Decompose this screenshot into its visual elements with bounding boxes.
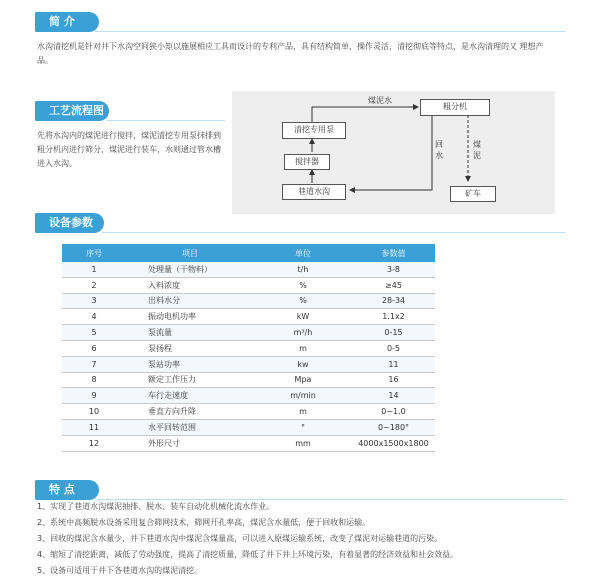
cell-item: 入料浓度: [126, 277, 254, 293]
process-divider: [107, 120, 225, 121]
cell-item: 水平回转范围: [126, 419, 254, 435]
cell-index: 10: [62, 404, 126, 420]
cell-value: 0-5: [352, 340, 435, 356]
cell-item: 处理量（干物料）: [126, 262, 254, 277]
intro-header: [35, 12, 565, 32]
cell-value: 14: [352, 388, 435, 404]
table-row: [62, 293, 435, 309]
cell-index: 4: [62, 309, 126, 325]
col-index-header: 序号: [62, 244, 126, 262]
cell-unit: kW: [254, 309, 352, 325]
cell-item: 泵扬程: [126, 340, 254, 356]
cell-item: 额定工作压力: [126, 372, 254, 388]
params-title: 设备参数: [35, 213, 104, 233]
cell-unit: m: [254, 340, 352, 356]
process-header: [35, 101, 225, 121]
cell-item: 出料水分: [126, 293, 254, 309]
cell-value: 0-15: [352, 325, 435, 341]
features-divider: [97, 499, 565, 500]
cell-unit: kw: [254, 356, 352, 372]
cell-value: 3-8: [352, 262, 435, 277]
process-title: 工艺流程图: [35, 101, 109, 121]
table-row: [62, 309, 435, 325]
cell-index: 2: [62, 277, 126, 293]
table-row: [62, 340, 435, 356]
intro-divider: [95, 31, 565, 32]
cell-unit: m³/h: [254, 325, 352, 341]
cell-index: 3: [62, 293, 126, 309]
cell-item: 外形尺寸: [126, 435, 254, 451]
separator-box: 粗分机: [420, 99, 490, 116]
cell-index: 5: [62, 325, 126, 341]
cell-unit: m: [254, 404, 352, 420]
cell-item: 车行走速度: [126, 388, 254, 404]
table-row: [62, 404, 435, 420]
cell-value: 0~1.0: [352, 404, 435, 420]
pump-box: 清挖专用泵: [282, 122, 346, 139]
cell-item: 泵流量: [126, 325, 254, 341]
cell-index: 11: [62, 419, 126, 435]
cell-value: ≥45: [352, 277, 435, 293]
intro-text: 水沟清挖机是针对井下水沟空间狭小矩以施展相应工具而设计的专利产品，具有结构简单，操作灵活，清挖彻底等特点，是水沟清理的又 理想产品。: [37, 42, 544, 65]
feature-item: 4、缩短了清挖距离，减低了劳动强度，提高了清挖质量，降低了井下井上环境污染，有着显著的经济效益和社会效益。: [37, 550, 459, 559]
table-row: [62, 356, 435, 372]
return-water-label: 回水: [435, 140, 443, 160]
channel-box: 巷道水沟: [282, 184, 346, 200]
params-header: [35, 213, 565, 233]
col-value-header: 参数值: [352, 244, 435, 262]
table-row: [62, 419, 435, 435]
flow-diagram: [232, 91, 555, 214]
cell-item: 垂直方向升降: [126, 404, 254, 420]
cell-unit: %: [254, 277, 352, 293]
cell-unit: t/h: [254, 262, 352, 277]
cell-item: 泵站功率: [126, 356, 254, 372]
slurry-water-label: 煤泥水: [368, 96, 392, 105]
table-row: [62, 277, 435, 293]
cell-unit: mm: [254, 435, 352, 451]
cell-value: 16: [352, 372, 435, 388]
cell-index: 12: [62, 435, 126, 451]
cell-index: 9: [62, 388, 126, 404]
table-row: [62, 435, 435, 451]
feature-item: 2、系统中高频脱水设备采用复合筛网技术，筛网开孔率高，煤泥含水量低，便于回收和运输。: [37, 518, 371, 527]
params-table: [62, 244, 435, 452]
features-title: 特 点: [35, 480, 99, 500]
table-row: [62, 325, 435, 341]
intro-title: 简 介: [35, 12, 99, 32]
params-header-row: [62, 244, 435, 262]
feature-item: 3、回收的煤泥含水量少，井下巷道水沟中煤泥含煤量高，可以进入原煤运输系统，改变了煤泥对运输巷道的污染。: [37, 534, 443, 543]
feature-item: 5、设备可适用于井下各巷道水沟的煤泥清挖。: [37, 566, 203, 575]
cell-index: 7: [62, 356, 126, 372]
cell-value: 0~180°: [352, 419, 435, 435]
table-row: [62, 388, 435, 404]
cell-index: 6: [62, 340, 126, 356]
feature-item: 1、实现了巷道水沟煤泥抽排、脱水、装车自动化机械化流水作业。: [37, 502, 275, 511]
cell-value: 11: [352, 356, 435, 372]
cell-value: 1.1x2: [352, 309, 435, 325]
features-header: [35, 480, 565, 500]
mixer-box: 搅拌器: [284, 154, 330, 170]
params-divider: [102, 232, 565, 233]
cell-unit: m/min: [254, 388, 352, 404]
flow-arrows: [232, 91, 555, 214]
cell-value: 28-34: [352, 293, 435, 309]
coal-slurry-label: 煤泥: [473, 140, 481, 160]
cell-item: 振动电机功率: [126, 309, 254, 325]
cart-box: 矿车: [450, 186, 496, 202]
table-row: [62, 262, 435, 277]
cell-unit: Mpa: [254, 372, 352, 388]
cell-index: 1: [62, 262, 126, 277]
cell-unit: %: [254, 293, 352, 309]
col-unit-header: 单位: [254, 244, 352, 262]
cell-index: 8: [62, 372, 126, 388]
cell-value: 4000x1500x1800: [352, 435, 435, 451]
col-item-header: 项目: [126, 244, 254, 262]
process-text: 先将水沟内的煤泥进行搅拌，煤泥清挖专用泵抹排到粗分机内进行筛分，煤泥进行装车，水则通过管水槽进入水沟。: [37, 131, 221, 168]
table-row: [62, 372, 435, 388]
cell-unit: °: [254, 419, 352, 435]
